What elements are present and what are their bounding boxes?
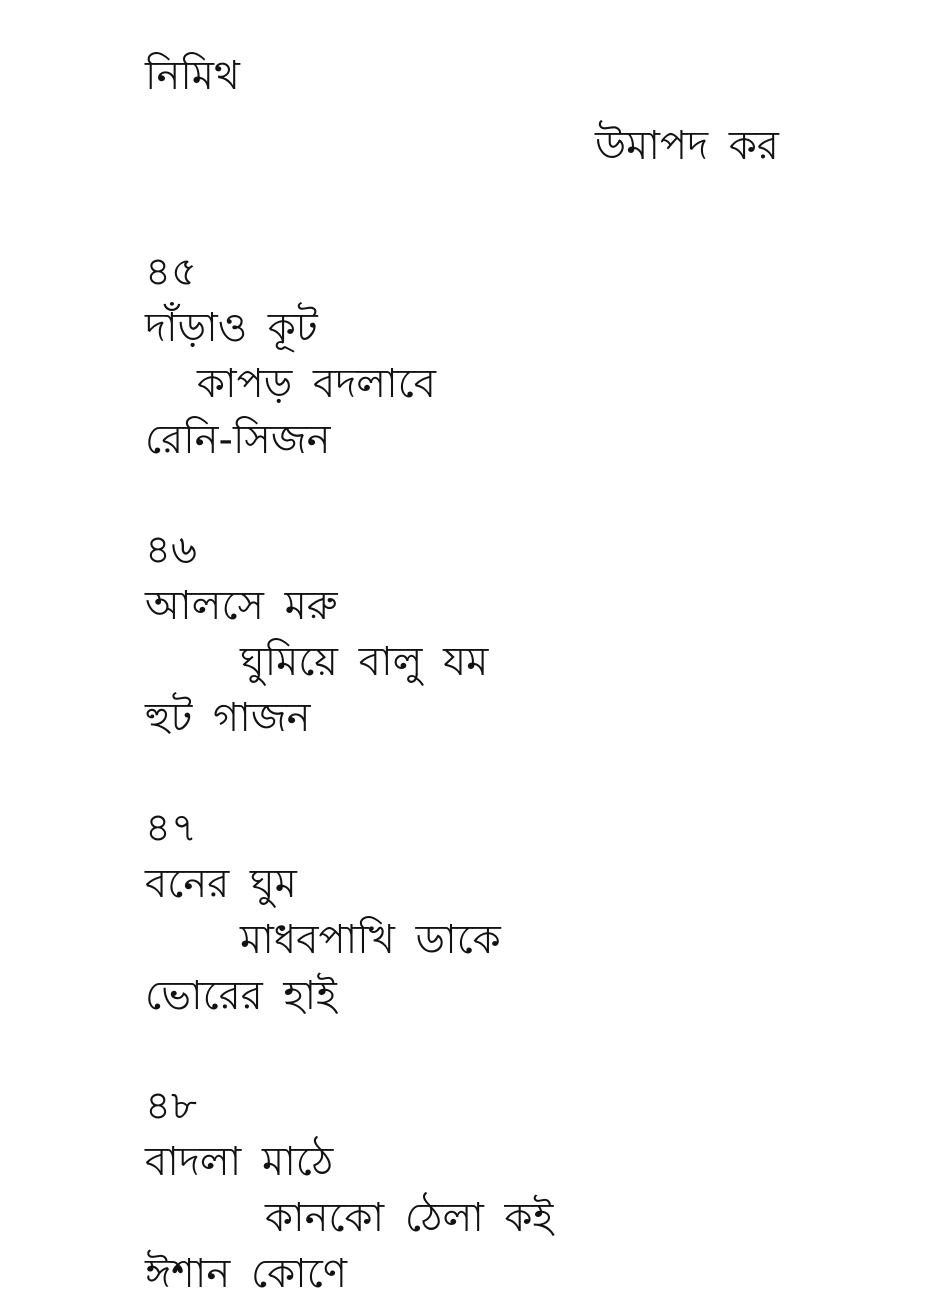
poem-45 bbox=[145, 244, 900, 468]
poem-47 bbox=[145, 800, 900, 1024]
poem-number: ৪৭ bbox=[145, 805, 197, 851]
poem-line: ঘুমিয়ে বালু যম bbox=[240, 639, 489, 685]
poem-48 bbox=[145, 1078, 900, 1302]
poem-line: রেনি-সিজন bbox=[145, 417, 331, 463]
poem-line: কানকো ঠেলা কই bbox=[265, 1195, 554, 1241]
poem-line: বনের ঘুম bbox=[145, 861, 297, 907]
author-name: উমাপদ কর bbox=[595, 123, 779, 169]
poem-line: ভোরের হাই bbox=[145, 973, 337, 1019]
poem-line: দাঁড়াও কূট bbox=[145, 305, 318, 351]
poem-line: আলসে মরু bbox=[145, 583, 338, 629]
poem-line: হুট গাজন bbox=[145, 695, 311, 741]
poem-line: কাপড় বদলাবে bbox=[197, 361, 437, 407]
poem-line: বাদলা মাঠে bbox=[145, 1139, 334, 1185]
poem-number: ৪৮ bbox=[145, 1083, 197, 1129]
poem-number: ৪৬ bbox=[145, 527, 197, 573]
poem-line: ঈশান কোণে bbox=[145, 1251, 348, 1297]
page-title: নিমিথ bbox=[145, 53, 240, 99]
poem-line: মাধবপাখি ডাকে bbox=[240, 917, 501, 963]
poem-number: ৪৫ bbox=[145, 249, 197, 295]
poem-46 bbox=[145, 522, 900, 746]
